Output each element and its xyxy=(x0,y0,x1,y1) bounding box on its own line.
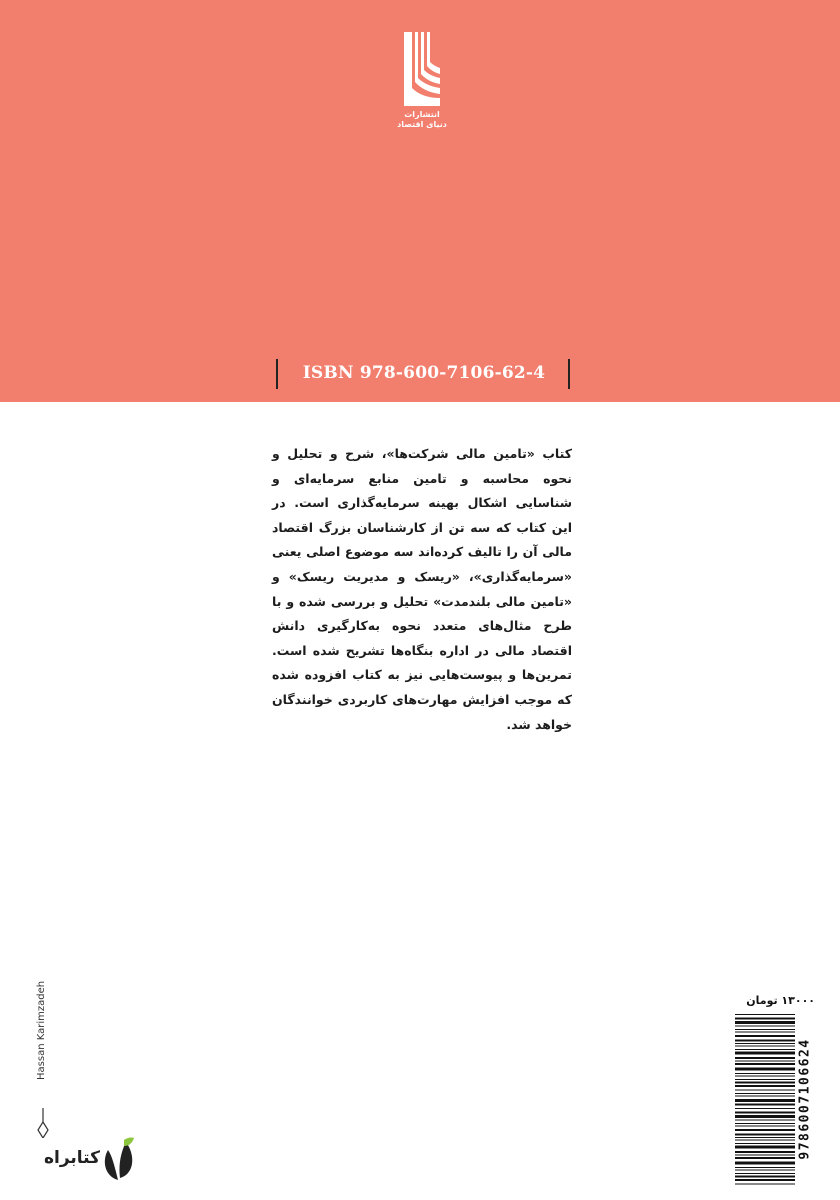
barcode-bar xyxy=(735,1126,795,1127)
ketabrah-logo xyxy=(40,1130,130,1186)
book-description: کتاب «تامین مالی شرکت‌ها»، شرح و تحلیل و نحوه محاسبه و تامین منابع سرمایه‌ای و شناسایی اشکال بهینه سرمایه‌گذاری است. در این کتاب که سه تن از کارشناسان بزرگ اقتصاد مالی آن را تالیف کرده‌اند سه موضوع اصلی یعنی «سرمایه‌گذاری»، «ریسک و مدیریت ریسک» و «تامین مالی بلندمدت» تحلیل و بررسی شده و با طرح مثال‌های متعدد نحوه به‌کارگیری دانش اقتصاد مالی در اداره بنگاه‌ها تشریح شده است. تمرین‌ها و پیوست‌هایی نیز به کتاب افزوده شده که موجب افزایش مهارت‌های کاربردی خوانندگان خواهد شد. xyxy=(272,446,572,732)
barcode-bar xyxy=(735,1176,795,1178)
barcode-bar xyxy=(735,1063,795,1065)
isbn-number: ISBN 978-600-7106-62-4 xyxy=(302,363,546,383)
barcode-bar xyxy=(735,1026,795,1027)
barcode-bar xyxy=(735,1029,795,1030)
barcode-bar xyxy=(735,1061,795,1062)
barcode-bar xyxy=(735,1093,795,1094)
barcode-bar xyxy=(735,1032,795,1033)
barcode-bar xyxy=(735,1167,795,1168)
barcode-bar xyxy=(735,1112,795,1114)
price-label: ۱۳۰۰۰ تومان xyxy=(746,994,815,1007)
barcode-bar xyxy=(735,1057,795,1059)
barcode-bar xyxy=(735,1046,795,1047)
ketabrah-leaf-icon xyxy=(100,1136,136,1182)
barcode-bar xyxy=(735,1173,795,1174)
ketabrah-logo-text: کتابراه xyxy=(43,1148,100,1168)
barcode-bar xyxy=(735,1082,795,1084)
barcode-bar xyxy=(735,1073,795,1074)
barcode-bar xyxy=(735,1157,795,1159)
barcode-digits xyxy=(796,1012,814,1186)
barcode-bar xyxy=(735,1096,795,1097)
barcode-bar xyxy=(735,1076,795,1077)
publisher-name-line2: دنیای اقتصاد xyxy=(397,120,447,129)
barcode-bar xyxy=(735,1134,795,1136)
barcode-bar xyxy=(735,1049,795,1050)
isbn-right-bar xyxy=(568,359,570,389)
barcode-bar xyxy=(735,1146,795,1149)
barcode-bar xyxy=(735,1155,795,1156)
barcode-bar xyxy=(735,1018,795,1020)
barcode-bar xyxy=(735,1170,795,1171)
barcode-bar xyxy=(735,1108,795,1109)
barcode-bar xyxy=(735,1052,795,1055)
barcode-digits-text: 9786007106624 xyxy=(797,1038,813,1160)
pen-nib-icon xyxy=(36,1108,50,1138)
barcode-bar xyxy=(735,1137,795,1138)
publisher-name xyxy=(390,110,454,130)
barcode-bar xyxy=(735,1129,795,1131)
barcode-bar xyxy=(735,1115,795,1118)
barcode-bar xyxy=(735,1043,795,1044)
barcode-bar xyxy=(735,1040,795,1042)
barcode-bar xyxy=(735,1014,795,1015)
barcode-bar xyxy=(735,1079,795,1080)
barcode-bar xyxy=(735,1162,795,1165)
barcode-bar xyxy=(735,1143,795,1144)
publisher-name-line1: انتشارات xyxy=(404,110,440,119)
barcode-bar xyxy=(735,1184,795,1185)
barcode-bar xyxy=(735,1068,795,1071)
barcode-bar xyxy=(735,1120,795,1121)
book-pages-icon xyxy=(396,28,448,108)
barcode-bar xyxy=(735,1179,795,1181)
barcode-bar xyxy=(735,1151,795,1153)
barcode-bar xyxy=(735,1021,795,1024)
designer-name: Hassan Karimzadeh xyxy=(36,980,47,1080)
barcode-bar xyxy=(735,1140,795,1141)
barcode-bar xyxy=(735,1123,795,1124)
barcode-bar xyxy=(735,1090,795,1091)
barcode-bar xyxy=(735,1104,795,1106)
isbn-left-bar xyxy=(276,359,278,389)
barcode-bar xyxy=(735,1035,795,1037)
barcode-bar xyxy=(735,1099,795,1102)
barcode-bar xyxy=(735,1085,795,1087)
